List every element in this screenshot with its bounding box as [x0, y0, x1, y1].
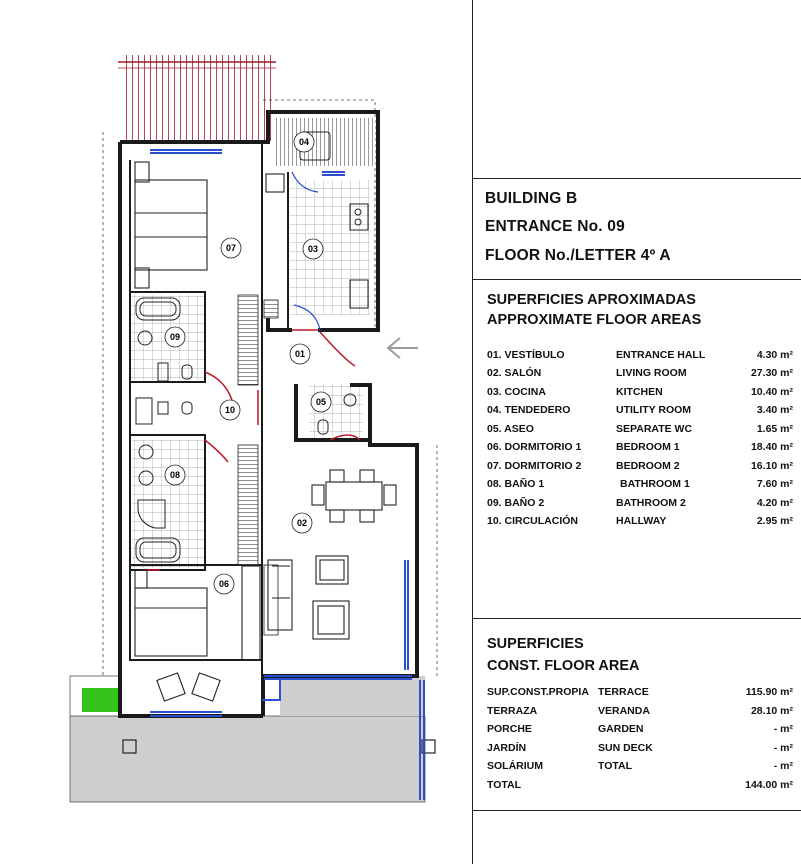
divider: [473, 618, 801, 619]
area-row: 07. DORMITORIO 2 BEDROOM 2 16.10 m²: [487, 460, 793, 472]
svg-text:04: 04: [298, 137, 310, 147]
svg-text:01: 01: [294, 349, 306, 359]
pergola: [118, 55, 276, 141]
svg-text:09: 09: [169, 332, 181, 342]
svg-text:06: 06: [218, 579, 230, 589]
area-row: 08. BAÑO 1 BATHROOM 1 7.60 m²: [487, 478, 793, 490]
area-row: 06. DORMITORIO 1 BEDROOM 1 18.40 m²: [487, 441, 793, 453]
areas-title-en: APPROXIMATE FLOOR AREAS: [487, 312, 702, 328]
area-row: 03. COCINA KITCHEN 10.40 m²: [487, 386, 793, 398]
const-row: TOTAL 144.00 m²: [487, 779, 793, 791]
wardrobe-hall-2: [238, 445, 258, 565]
divider: [473, 279, 801, 280]
planter-box: [82, 688, 118, 712]
info-panel: [473, 0, 801, 864]
room-marker-03: [303, 239, 323, 259]
bedroom1-furniture: [135, 566, 260, 701]
room-marker-05: [311, 392, 331, 412]
room-marker-02: [292, 513, 312, 533]
wardrobe-hall: [238, 295, 258, 385]
area-row: 05. ASEO SEPARATE WC 1.65 m²: [487, 423, 793, 435]
entrance-number: ENTRANCE No. 09: [485, 218, 625, 235]
room-marker-01: [290, 344, 310, 364]
bath1-tiles: [132, 440, 205, 568]
svg-text:02: 02: [296, 518, 308, 528]
svg-text:08: 08: [169, 470, 181, 480]
areas-title-es: SUPERFICIES APROXIMADAS: [487, 292, 696, 308]
svg-text:03: 03: [307, 244, 319, 254]
svg-text:10: 10: [224, 405, 236, 415]
const-row: SOLÁRIUM TOTAL - m²: [487, 760, 793, 772]
area-row: 09. BAÑO 2 BATHROOM 2 4.20 m²: [487, 497, 793, 509]
room-marker-08: [165, 465, 185, 485]
room-marker-09: [165, 327, 185, 347]
room-marker-04: [294, 132, 314, 152]
area-row: 01. VESTÍBULO ENTRANCE HALL 4.30 m²: [487, 349, 793, 361]
const-row: SUP.CONST.PROPIA TERRACE 115.90 m²: [487, 686, 793, 698]
kitchen-tiles: [290, 180, 370, 315]
entrance-arrow: [388, 338, 418, 358]
svg-text:05: 05: [315, 397, 327, 407]
divider: [473, 810, 801, 811]
svg-text:07: 07: [225, 243, 237, 253]
room-marker-10: [220, 400, 240, 420]
const-row: TERRAZA VERANDA 28.10 m²: [487, 705, 793, 717]
area-row: 10. CIRCULACIÓN HALLWAY 2.95 m²: [487, 515, 793, 527]
const-title-es: SUPERFICIES: [487, 636, 584, 652]
divider: [473, 178, 801, 179]
room-marker-06: [214, 574, 234, 594]
const-title-en: CONST. FLOOR AREA: [487, 658, 640, 674]
const-row: JARDÍN SUN DECK - m²: [487, 742, 793, 754]
building-name: BUILDING B: [485, 190, 578, 207]
room-marker-07: [221, 238, 241, 258]
const-row: PORCHE GARDEN - m²: [487, 723, 793, 735]
area-row: 04. TENDEDERO UTILITY ROOM 3.40 m²: [487, 404, 793, 416]
area-row: 02. SALÓN LIVING ROOM 27.30 m²: [487, 367, 793, 379]
terrace: [70, 676, 435, 802]
living-furniture: [268, 470, 396, 639]
floor-letter: FLOOR No./LETTER 4º A: [485, 247, 671, 264]
